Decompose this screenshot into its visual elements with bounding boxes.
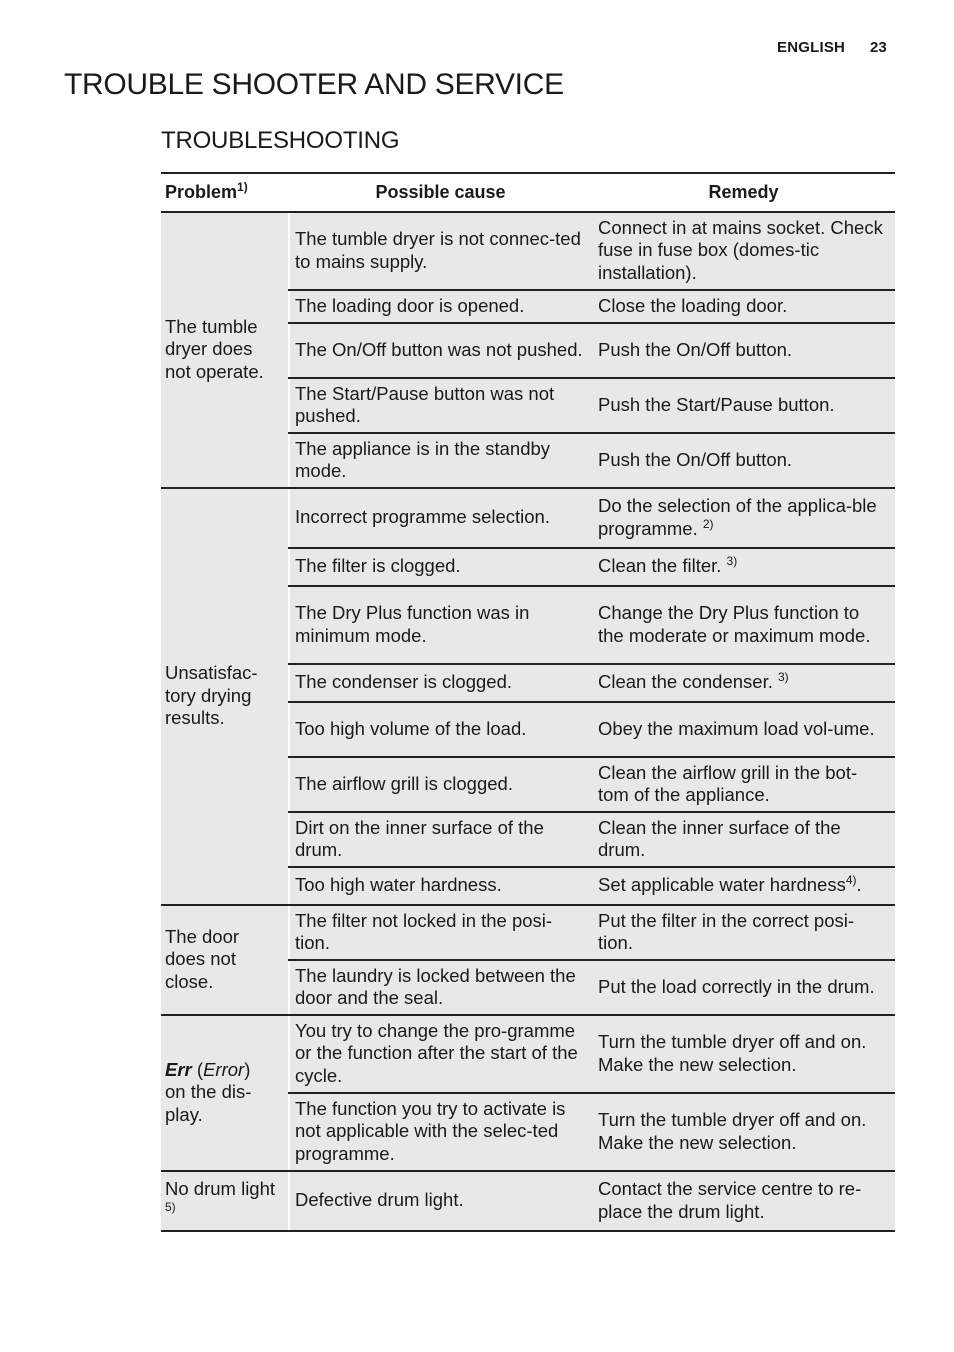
problem-cell: The door does not close.: [161, 905, 289, 1015]
cause-cell: You try to change the pro-gramme or the function after the start of the cycle.: [289, 1015, 592, 1093]
cause-cell: The tumble dryer is not connec-ted to mains supply.: [289, 212, 592, 290]
table-row: [161, 212, 895, 290]
remedy-cell: Turn the tumble dryer off and on. Make the new selection.: [592, 1093, 895, 1171]
table-row: [161, 905, 895, 960]
err-paren-open: (: [191, 1058, 204, 1080]
cause-cell: Incorrect programme selection.: [289, 488, 592, 548]
troubleshooting-table: [161, 172, 895, 1232]
remedy-cell: Connect in at mains socket. Check fuse in fuse box (domes-tic installation).: [592, 212, 895, 290]
remedy-cell: Close the loading door.: [592, 290, 895, 323]
cause-cell: The laundry is locked between the door and the seal.: [289, 960, 592, 1015]
remedy-text: Set applicable water hardness: [598, 874, 846, 896]
err-word: Error: [203, 1058, 245, 1080]
footnote-marker: 4): [845, 873, 857, 888]
column-header-remedy: Remedy: [592, 173, 895, 212]
table-row: [161, 1015, 895, 1093]
cause-cell: The Start/Pause button was not pushed.: [289, 378, 592, 433]
remedy-cell: Put the filter in the correct posi-tion.: [592, 905, 895, 960]
problem-cell: The tumble dryer does not operate.: [161, 212, 289, 488]
column-header-problem-label: Problem: [165, 182, 238, 203]
remedy-cell: Clean the airflow grill in the bot-tom of the appliance.: [592, 757, 895, 812]
cause-cell: Dirt on the inner surface of the drum.: [289, 812, 592, 867]
remedy-cell: Change the Dry Plus function to the moderate or maximum mode.: [592, 586, 895, 664]
remedy-tail: .: [856, 874, 862, 896]
remedy-cell: Put the load correctly in the drum.: [592, 960, 895, 1015]
table-row: [161, 488, 895, 548]
err-paren-close: ): [244, 1058, 251, 1080]
problem-cell: [161, 1171, 289, 1231]
remedy-cell: [592, 867, 895, 905]
cause-cell: The appliance is in the standby mode.: [289, 433, 592, 488]
cause-cell: The airflow grill is clogged.: [289, 757, 592, 812]
problem-cell: Unsatisfac-tory drying results.: [161, 488, 289, 905]
remedy-cell: [592, 664, 895, 702]
remedy-cell: Clean the inner surface of the drum.: [592, 812, 895, 867]
remedy-text: Do the selection of the applica-ble programme.: [598, 495, 877, 539]
remedy-cell: Push the On/Off button.: [592, 433, 895, 488]
footnote-marker: 2): [702, 516, 714, 531]
problem-text: on the dis-play.: [165, 1081, 252, 1125]
problem-cell: [161, 1015, 289, 1171]
problem-text: No drum light: [165, 1178, 276, 1199]
footnote-marker: 3): [778, 670, 789, 685]
column-header-problem: [161, 173, 289, 212]
cause-cell: Too high volume of the load.: [289, 702, 592, 757]
remedy-cell: [592, 548, 895, 586]
remedy-text: Clean the filter.: [598, 555, 727, 577]
remedy-cell: Turn the tumble dryer off and on. Make the new selection.: [592, 1015, 895, 1093]
remedy-text: Clean the condenser.: [598, 671, 778, 693]
page-title: TROUBLE SHOOTER AND SERVICE: [64, 68, 564, 101]
table-header-row: [161, 173, 895, 212]
footnote-marker: 1): [237, 180, 248, 195]
cause-cell: The filter not locked in the posi-tion.: [289, 905, 592, 960]
remedy-cell: Push the Start/Pause button.: [592, 378, 895, 433]
footnote-marker: 3): [726, 554, 738, 569]
cause-cell: The filter is clogged.: [289, 548, 592, 586]
remedy-cell: Contact the service centre to re-place the drum light.: [592, 1171, 895, 1231]
cause-cell: The condenser is clogged.: [289, 664, 592, 702]
column-header-cause: Possible cause: [289, 173, 592, 212]
header-language: ENGLISH: [777, 39, 846, 56]
table-row: [161, 1171, 895, 1231]
remedy-cell: Push the On/Off button.: [592, 323, 895, 378]
remedy-cell: Obey the maximum load vol-ume.: [592, 702, 895, 757]
remedy-cell: [592, 488, 895, 548]
footnote-marker: 5): [165, 1199, 176, 1214]
cause-cell: Defective drum light.: [289, 1171, 592, 1231]
section-title: TROUBLESHOOTING: [161, 127, 400, 154]
cause-cell: The function you try to activate is not applicable with the selec-ted programme.: [289, 1093, 592, 1171]
cause-cell: The Dry Plus function was in minimum mode.: [289, 586, 592, 664]
cause-cell: The On/Off button was not pushed.: [289, 323, 592, 378]
cause-cell: The loading door is opened.: [289, 290, 592, 323]
page-number: 23: [870, 39, 887, 56]
err-code: Err: [165, 1058, 192, 1080]
cause-cell: Too high water hardness.: [289, 867, 592, 905]
